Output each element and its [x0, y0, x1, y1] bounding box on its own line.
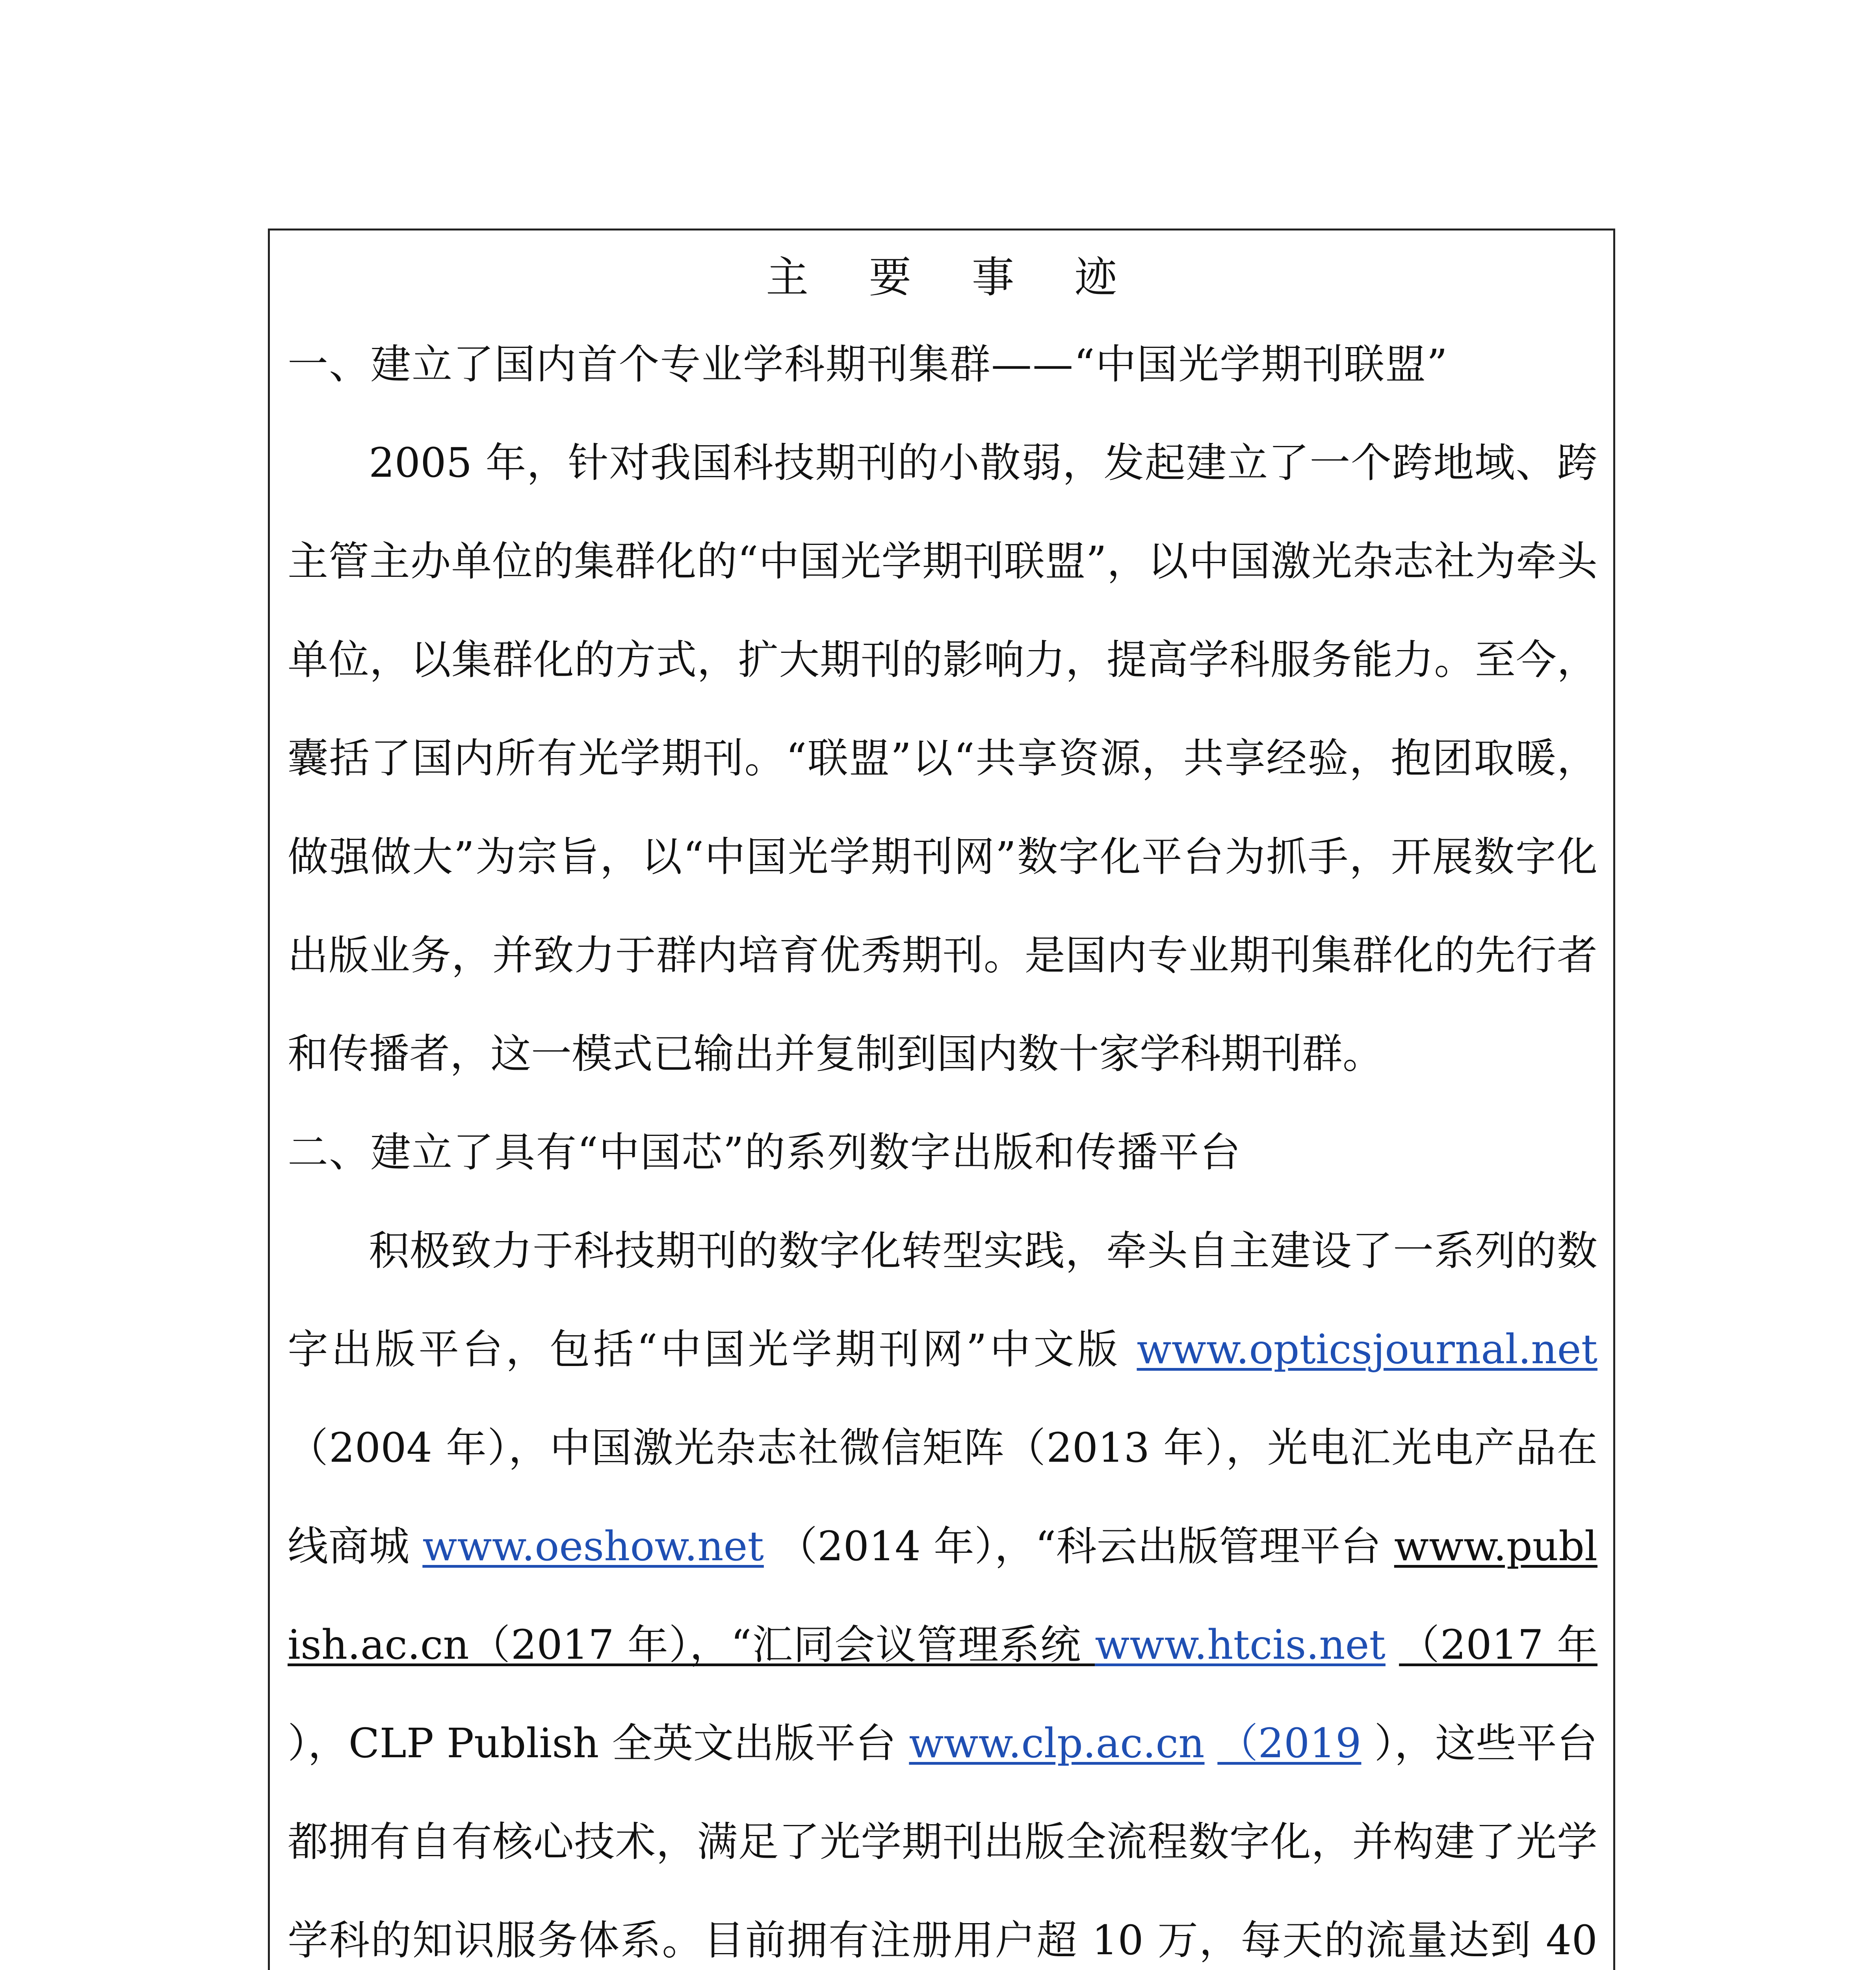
clp-year-underlined: （2019 — [1217, 1720, 1361, 1767]
section-2-paragraph — [288, 1202, 1597, 1970]
section-1-paragraph: 2005 年，针对我国科技期刊的小散弱，发起建立了一个跨地域、跨主管主办单位的集群化的“中国光学期刊联盟”，以中国激光杂志社为牵头单位，以集群化的方式，扩大期刊的影响力，提高学科服务能力。至今，囊括了国内所有光学期刊。“联盟”以“共享资源，共享经验，抱团取暖，做强做大”为宗旨，以“中国光学期刊网”数字化平台为抓手，开展数字化出版业务，并致力于群内培育优秀期刊。是国内专业期刊集群化的先行者和传播者，这一模式已输出并复制到国内数十家学科期刊群。 — [288, 439, 1597, 1078]
opticsjournal-link[interactable]: www.opticsjournal.net — [1137, 1326, 1597, 1373]
publish-underlined-text: www.publish.ac.cn（2017 年），“汇同会议管理系统 — [288, 1523, 1597, 1669]
section-1-heading: 一、建立了国内首个专业学科期刊集群——“中国光学期刊联盟” — [288, 341, 1449, 388]
clp-link[interactable]: www.clp.ac.cn — [909, 1720, 1205, 1767]
htcis-description: ），CLP Publish 全英文出版平台 — [288, 1720, 896, 1767]
htcis-link[interactable]: www.htcis.net — [1095, 1621, 1386, 1669]
htcis-year-underlined: （2017 年 — [1399, 1621, 1597, 1669]
oeshow-link[interactable]: www.oeshow.net — [422, 1523, 764, 1570]
section-2-final-text: ），这些平台都拥有自有核心技术，满足了光学期刊出版全流程数字化，并构建了光学学科的知识服务体系。目前拥有注册用户超 10 万，每天的流量达到 40 — [288, 1720, 1597, 1964]
page-title: 主 要 事 迹 — [766, 253, 1141, 302]
main-achievements-table — [268, 229, 1615, 1970]
section-2-heading: 二、建立了具有“中国芯”的系列数字出版和传播平台 — [288, 1129, 1241, 1176]
opticsjournal-description: （2004 年），中国激光杂志社微信矩阵（2013 年），光电汇光电产品在线商城 — [288, 1424, 1597, 1570]
oeshow-description: （2014 年），“科云出版管理平台 — [776, 1523, 1394, 1570]
section-2-intro-text: 积极致力于科技期刊的数字化转型实践，牵头自主建设了一系列的数字出版平台，包括“中国光学期刊网”中文版 — [288, 1227, 1597, 1373]
document-content — [288, 315, 1597, 1970]
